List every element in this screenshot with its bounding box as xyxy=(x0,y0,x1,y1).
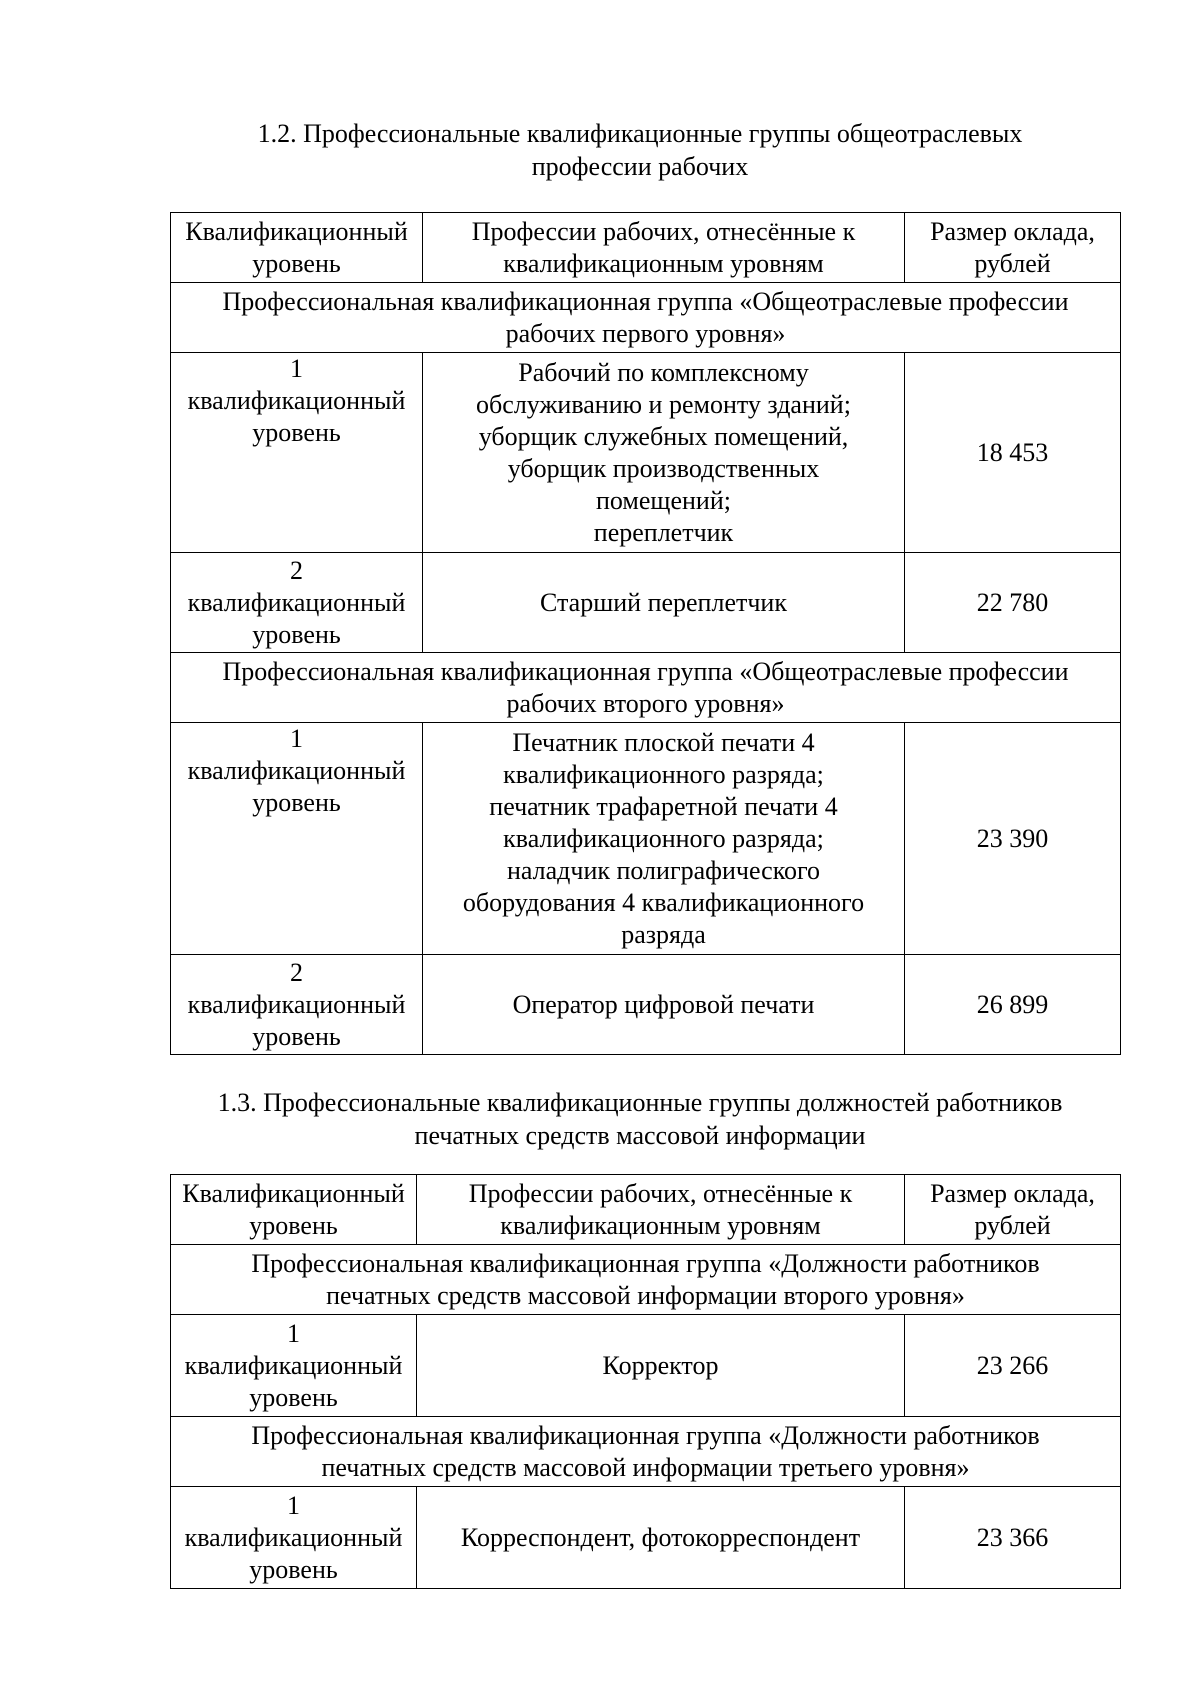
group-title-line: рабочих первого уровня» xyxy=(505,318,786,348)
level-cell xyxy=(171,1315,417,1417)
group-title-line: Профессиональная квалификационная группа «Должности работников xyxy=(251,1248,1040,1278)
header-salary-line: Размер оклада, xyxy=(930,216,1095,246)
table-row xyxy=(171,1315,1121,1417)
professions-cell xyxy=(423,723,905,955)
profession-line: разряда xyxy=(621,919,706,949)
salary-cell: 23 266 xyxy=(905,1315,1121,1417)
level-line: квалификационный xyxy=(187,989,406,1019)
group-title-line: Профессиональная квалификационная группа «Должности работников xyxy=(251,1420,1040,1450)
section-1-title xyxy=(150,117,1130,183)
level-line: уровень xyxy=(252,619,341,649)
group-row xyxy=(171,653,1121,723)
profession-line: уборщик служебных помещений, xyxy=(478,421,849,451)
level-line: уровень xyxy=(249,1554,338,1584)
profession-line: печатник трафаретной печати 4 xyxy=(489,791,838,821)
level-cell xyxy=(171,1487,417,1589)
header-professions-line: квалификационным уровням xyxy=(500,1210,821,1240)
salary-cell: 26 899 xyxy=(905,955,1121,1055)
group-title-line: рабочих второго уровня» xyxy=(506,688,785,718)
section-2-title-line: 1.3. Профессиональные квалификационные группы должностей работников xyxy=(217,1088,1063,1117)
level-line: квалификационный xyxy=(184,1522,403,1552)
group-title xyxy=(171,653,1121,723)
section-1-title-line: 1.2. Профессиональные квалификационные группы общеотраслевых xyxy=(257,119,1023,148)
profession-line: квалификационного разряда; xyxy=(503,823,824,853)
table-row xyxy=(171,553,1121,653)
section-2-title-line: печатных средств массовой информации xyxy=(414,1121,866,1150)
profession-line: квалификационного разряда; xyxy=(503,759,824,789)
level-line: 2 xyxy=(290,555,303,585)
professions-cell: Оператор цифровой печати xyxy=(423,955,905,1055)
table-row xyxy=(171,723,1121,955)
header-level-line: уровень xyxy=(252,248,341,278)
professions-cell: Корреспондент, фотокорреспондент xyxy=(417,1487,905,1589)
group-title xyxy=(171,283,1121,353)
header-professions xyxy=(423,213,905,283)
section-2-title xyxy=(150,1086,1130,1152)
header-level xyxy=(171,213,423,283)
section-1-table xyxy=(170,212,1121,1055)
salary-cell: 23 366 xyxy=(905,1487,1121,1589)
header-level-line: уровень xyxy=(249,1210,338,1240)
level-line: 1 xyxy=(287,1318,300,1348)
salary-cell: 18 453 xyxy=(905,353,1121,553)
table-row xyxy=(171,955,1121,1055)
group-title-line: Профессиональная квалификационная группа «Общеотраслевые профессии xyxy=(222,286,1069,316)
table-row xyxy=(171,1487,1121,1589)
table-header-row xyxy=(171,1175,1121,1245)
level-line: уровень xyxy=(252,788,341,817)
header-salary-line: рублей xyxy=(974,1210,1051,1240)
level-cell xyxy=(171,353,423,553)
header-level-line: Квалификационный xyxy=(185,216,408,246)
level-cell xyxy=(171,955,423,1055)
table-row xyxy=(171,353,1121,553)
profession-line: Печатник плоской печати 4 xyxy=(512,727,815,757)
level-line: квалификационный xyxy=(187,756,406,785)
profession-line: переплетчик xyxy=(593,517,734,547)
header-level-line: Квалификационный xyxy=(182,1178,405,1208)
level-line: уровень xyxy=(249,1382,338,1412)
header-professions-line: квалификационным уровням xyxy=(503,248,824,278)
header-professions-line: Профессии рабочих, отнесённые к xyxy=(471,216,856,246)
group-title xyxy=(171,1417,1121,1487)
professions-cell xyxy=(423,353,905,553)
level-line: 1 xyxy=(290,354,303,383)
group-title-line: Профессиональная квалификационная группа «Общеотраслевые профессии xyxy=(222,656,1069,686)
header-professions xyxy=(417,1175,905,1245)
level-line: 1 xyxy=(287,1490,300,1520)
profession-line: оборудования 4 квалификационного xyxy=(462,887,865,917)
profession-line: уборщик производственных xyxy=(507,453,820,483)
profession-line: наладчик полиграфического xyxy=(506,855,821,885)
group-row xyxy=(171,1417,1121,1487)
level-line: квалификационный xyxy=(184,1350,403,1380)
header-salary xyxy=(905,213,1121,283)
level-line: квалификационный xyxy=(187,587,406,617)
header-salary xyxy=(905,1175,1121,1245)
salary-cell: 23 390 xyxy=(905,723,1121,955)
level-line: уровень xyxy=(252,1021,341,1051)
profession-line: Рабочий по комплексному xyxy=(518,357,809,387)
header-level xyxy=(171,1175,417,1245)
group-title-line: печатных средств массовой информации третьего уровня» xyxy=(321,1452,970,1482)
profession-line: помещений; xyxy=(596,485,731,515)
group-row xyxy=(171,1245,1121,1315)
header-professions-line: Профессии рабочих, отнесённые к xyxy=(468,1178,853,1208)
group-row xyxy=(171,283,1121,353)
professions-cell: Корректор xyxy=(417,1315,905,1417)
level-cell xyxy=(171,723,423,955)
group-title xyxy=(171,1245,1121,1315)
level-line: уровень xyxy=(252,418,341,447)
level-line: 1 xyxy=(290,724,303,753)
level-line: квалификационный xyxy=(187,386,406,415)
section-2-table xyxy=(170,1174,1121,1589)
salary-cell: 22 780 xyxy=(905,553,1121,653)
table-header-row xyxy=(171,213,1121,283)
group-title-line: печатных средств массовой информации второго уровня» xyxy=(326,1280,965,1310)
professions-cell: Старший переплетчик xyxy=(423,553,905,653)
header-salary-line: Размер оклада, xyxy=(930,1178,1095,1208)
level-line: 2 xyxy=(290,957,303,987)
header-salary-line: рублей xyxy=(974,248,1051,278)
section-1-title-line: профессии рабочих xyxy=(531,152,749,181)
level-cell xyxy=(171,553,423,653)
profession-line: обслуживанию и ремонту зданий; xyxy=(476,389,851,419)
